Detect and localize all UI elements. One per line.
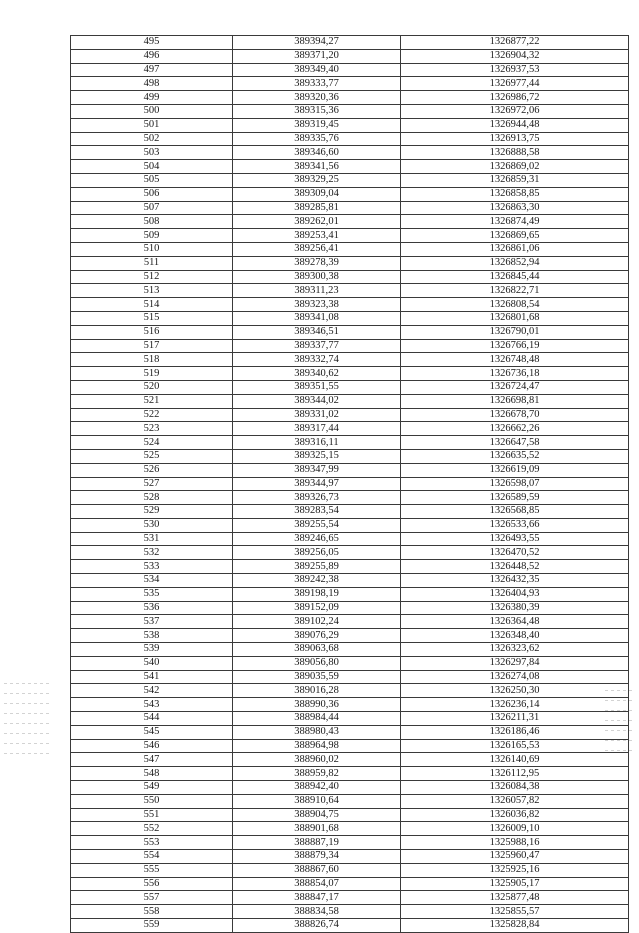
x-coordinate-cell: 389076,29 [233, 629, 401, 643]
table-row [71, 877, 629, 891]
y-coordinate-cell: 1326869,65 [401, 229, 629, 243]
x-coordinate-cell: 388826,74 [233, 919, 401, 933]
point-number-cell: 556 [71, 877, 233, 891]
x-coordinate-cell: 388879,34 [233, 850, 401, 864]
y-coordinate-cell: 1326766,19 [401, 339, 629, 353]
y-coordinate-cell: 1326986,72 [401, 91, 629, 105]
point-number-cell: 543 [71, 698, 233, 712]
table-row [71, 380, 629, 394]
table-row [71, 753, 629, 767]
x-coordinate-cell: 389256,05 [233, 546, 401, 560]
y-coordinate-cell: 1326861,06 [401, 242, 629, 256]
y-coordinate-cell: 1326736,18 [401, 367, 629, 381]
table-row [71, 118, 629, 132]
y-coordinate-cell: 1326748,48 [401, 353, 629, 367]
table-row [71, 325, 629, 339]
point-number-cell: 509 [71, 229, 233, 243]
y-coordinate-cell: 1326863,30 [401, 201, 629, 215]
x-coordinate-cell: 389311,23 [233, 284, 401, 298]
x-coordinate-cell: 389331,02 [233, 408, 401, 422]
point-number-cell: 527 [71, 477, 233, 491]
point-number-cell: 501 [71, 118, 233, 132]
table-row [71, 284, 629, 298]
point-number-cell: 522 [71, 408, 233, 422]
point-number-cell: 544 [71, 712, 233, 726]
point-number-cell: 548 [71, 767, 233, 781]
y-coordinate-cell: 1326448,52 [401, 560, 629, 574]
table-row [71, 422, 629, 436]
x-coordinate-cell: 389256,41 [233, 242, 401, 256]
y-coordinate-cell: 1326568,85 [401, 505, 629, 519]
point-number-cell: 495 [71, 36, 233, 50]
x-coordinate-cell: 389315,36 [233, 104, 401, 118]
x-coordinate-cell: 389063,68 [233, 643, 401, 657]
point-number-cell: 523 [71, 422, 233, 436]
y-coordinate-cell: 1326869,02 [401, 160, 629, 174]
point-number-cell: 552 [71, 822, 233, 836]
table-row [71, 477, 629, 491]
point-number-cell: 526 [71, 463, 233, 477]
y-coordinate-cell: 1326977,44 [401, 77, 629, 91]
x-coordinate-cell: 389333,77 [233, 77, 401, 91]
table-row [71, 49, 629, 63]
x-coordinate-cell: 388887,19 [233, 836, 401, 850]
table-row [71, 215, 629, 229]
point-number-cell: 545 [71, 725, 233, 739]
table-row [71, 146, 629, 160]
table-row [71, 242, 629, 256]
y-coordinate-cell: 1326297,84 [401, 656, 629, 670]
table-row [71, 532, 629, 546]
point-number-cell: 512 [71, 270, 233, 284]
table-row [71, 629, 629, 643]
point-number-cell: 549 [71, 781, 233, 795]
y-coordinate-cell: 1326057,82 [401, 794, 629, 808]
point-number-cell: 518 [71, 353, 233, 367]
table-row [71, 794, 629, 808]
point-number-cell: 517 [71, 339, 233, 353]
y-coordinate-cell: 1326323,62 [401, 643, 629, 657]
y-coordinate-cell: 1326211,31 [401, 712, 629, 726]
table-row [71, 725, 629, 739]
x-coordinate-cell: 389300,38 [233, 270, 401, 284]
x-coordinate-cell: 388960,02 [233, 753, 401, 767]
x-coordinate-cell: 389394,27 [233, 36, 401, 50]
x-coordinate-cell: 389253,41 [233, 229, 401, 243]
table-row [71, 656, 629, 670]
x-coordinate-cell: 389335,76 [233, 132, 401, 146]
y-coordinate-cell: 1326801,68 [401, 311, 629, 325]
table-row [71, 836, 629, 850]
point-number-cell: 508 [71, 215, 233, 229]
table-row [71, 670, 629, 684]
x-coordinate-cell: 389346,60 [233, 146, 401, 160]
x-coordinate-cell: 388980,43 [233, 725, 401, 739]
table-row [71, 201, 629, 215]
y-coordinate-cell: 1325877,48 [401, 891, 629, 905]
table-row [71, 229, 629, 243]
point-number-cell: 559 [71, 919, 233, 933]
x-coordinate-cell: 389262,01 [233, 215, 401, 229]
x-coordinate-cell: 389340,62 [233, 367, 401, 381]
scan-artifact-left [4, 683, 52, 773]
table-row [71, 463, 629, 477]
point-number-cell: 542 [71, 684, 233, 698]
table-row [71, 739, 629, 753]
table-row [71, 891, 629, 905]
table-row [71, 919, 629, 933]
table-row [71, 712, 629, 726]
x-coordinate-cell: 389056,80 [233, 656, 401, 670]
y-coordinate-cell: 1325905,17 [401, 877, 629, 891]
point-number-cell: 553 [71, 836, 233, 850]
table-row [71, 560, 629, 574]
y-coordinate-cell: 1326274,08 [401, 670, 629, 684]
table-row [71, 684, 629, 698]
y-coordinate-cell: 1326009,10 [401, 822, 629, 836]
x-coordinate-cell: 388942,40 [233, 781, 401, 795]
x-coordinate-cell: 389349,40 [233, 63, 401, 77]
point-number-cell: 516 [71, 325, 233, 339]
point-number-cell: 557 [71, 891, 233, 905]
y-coordinate-cell: 1326533,66 [401, 518, 629, 532]
point-number-cell: 513 [71, 284, 233, 298]
x-coordinate-cell: 389278,39 [233, 256, 401, 270]
x-coordinate-cell: 388867,60 [233, 863, 401, 877]
table-row [71, 781, 629, 795]
x-coordinate-cell: 388964,98 [233, 739, 401, 753]
y-coordinate-cell: 1326904,32 [401, 49, 629, 63]
y-coordinate-cell: 1326852,94 [401, 256, 629, 270]
y-coordinate-cell: 1326724,47 [401, 380, 629, 394]
table-row [71, 587, 629, 601]
x-coordinate-cell: 388904,75 [233, 808, 401, 822]
x-coordinate-cell: 389246,65 [233, 532, 401, 546]
y-coordinate-cell: 1325925,16 [401, 863, 629, 877]
point-number-cell: 510 [71, 242, 233, 256]
point-number-cell: 530 [71, 518, 233, 532]
table-row [71, 698, 629, 712]
y-coordinate-cell: 1325960,47 [401, 850, 629, 864]
y-coordinate-cell: 1326112,95 [401, 767, 629, 781]
y-coordinate-cell: 1326165,53 [401, 739, 629, 753]
point-number-cell: 504 [71, 160, 233, 174]
point-number-cell: 551 [71, 808, 233, 822]
table-row [71, 505, 629, 519]
y-coordinate-cell: 1326236,14 [401, 698, 629, 712]
table-row [71, 767, 629, 781]
y-coordinate-cell: 1326913,75 [401, 132, 629, 146]
y-coordinate-cell: 1326937,53 [401, 63, 629, 77]
table-row [71, 863, 629, 877]
y-coordinate-cell: 1326250,30 [401, 684, 629, 698]
point-number-cell: 546 [71, 739, 233, 753]
y-coordinate-cell: 1326364,48 [401, 615, 629, 629]
x-coordinate-cell: 389346,51 [233, 325, 401, 339]
table-row [71, 491, 629, 505]
coordinates-table-body [71, 36, 629, 933]
table-row [71, 850, 629, 864]
point-number-cell: 529 [71, 505, 233, 519]
point-number-cell: 541 [71, 670, 233, 684]
y-coordinate-cell: 1326858,85 [401, 187, 629, 201]
table-row [71, 187, 629, 201]
point-number-cell: 505 [71, 173, 233, 187]
table-row [71, 808, 629, 822]
x-coordinate-cell: 389035,59 [233, 670, 401, 684]
x-coordinate-cell: 389347,99 [233, 463, 401, 477]
y-coordinate-cell: 1326874,49 [401, 215, 629, 229]
point-number-cell: 498 [71, 77, 233, 91]
x-coordinate-cell: 389317,44 [233, 422, 401, 436]
point-number-cell: 500 [71, 104, 233, 118]
y-coordinate-cell: 1326678,70 [401, 408, 629, 422]
point-number-cell: 554 [71, 850, 233, 864]
x-coordinate-cell: 389329,25 [233, 173, 401, 187]
y-coordinate-cell: 1326635,52 [401, 449, 629, 463]
x-coordinate-cell: 389242,38 [233, 574, 401, 588]
point-number-cell: 525 [71, 449, 233, 463]
x-coordinate-cell: 389332,74 [233, 353, 401, 367]
point-number-cell: 519 [71, 367, 233, 381]
y-coordinate-cell: 1326944,48 [401, 118, 629, 132]
table-row [71, 436, 629, 450]
y-coordinate-cell: 1326036,82 [401, 808, 629, 822]
x-coordinate-cell: 388910,64 [233, 794, 401, 808]
table-row [71, 91, 629, 105]
y-coordinate-cell: 1326619,09 [401, 463, 629, 477]
x-coordinate-cell: 389337,77 [233, 339, 401, 353]
point-number-cell: 534 [71, 574, 233, 588]
x-coordinate-cell: 388854,07 [233, 877, 401, 891]
x-coordinate-cell: 388959,82 [233, 767, 401, 781]
point-number-cell: 503 [71, 146, 233, 160]
y-coordinate-cell: 1326598,07 [401, 477, 629, 491]
x-coordinate-cell: 389344,97 [233, 477, 401, 491]
y-coordinate-cell: 1326140,69 [401, 753, 629, 767]
table-row [71, 311, 629, 325]
y-coordinate-cell: 1325828,84 [401, 919, 629, 933]
x-coordinate-cell: 388847,17 [233, 891, 401, 905]
table-row [71, 643, 629, 657]
point-number-cell: 533 [71, 560, 233, 574]
point-number-cell: 536 [71, 601, 233, 615]
table-row [71, 270, 629, 284]
table-row [71, 104, 629, 118]
y-coordinate-cell: 1325855,57 [401, 905, 629, 919]
y-coordinate-cell: 1326662,26 [401, 422, 629, 436]
x-coordinate-cell: 389316,11 [233, 436, 401, 450]
y-coordinate-cell: 1326808,54 [401, 298, 629, 312]
x-coordinate-cell: 388984,44 [233, 712, 401, 726]
point-number-cell: 499 [71, 91, 233, 105]
y-coordinate-cell: 1326589,59 [401, 491, 629, 505]
point-number-cell: 515 [71, 311, 233, 325]
point-number-cell: 531 [71, 532, 233, 546]
table-row [71, 905, 629, 919]
y-coordinate-cell: 1326348,40 [401, 629, 629, 643]
y-coordinate-cell: 1326493,55 [401, 532, 629, 546]
x-coordinate-cell: 388901,68 [233, 822, 401, 836]
point-number-cell: 539 [71, 643, 233, 657]
table-row [71, 822, 629, 836]
y-coordinate-cell: 1325988,16 [401, 836, 629, 850]
y-coordinate-cell: 1326790,01 [401, 325, 629, 339]
table-row [71, 394, 629, 408]
table-row [71, 160, 629, 174]
x-coordinate-cell: 389351,55 [233, 380, 401, 394]
y-coordinate-cell: 1326084,38 [401, 781, 629, 795]
point-number-cell: 521 [71, 394, 233, 408]
point-number-cell: 507 [71, 201, 233, 215]
y-coordinate-cell: 1326822,71 [401, 284, 629, 298]
table-row [71, 546, 629, 560]
x-coordinate-cell: 389152,09 [233, 601, 401, 615]
x-coordinate-cell: 388834,58 [233, 905, 401, 919]
x-coordinate-cell: 388990,36 [233, 698, 401, 712]
point-number-cell: 497 [71, 63, 233, 77]
point-number-cell: 514 [71, 298, 233, 312]
x-coordinate-cell: 389323,38 [233, 298, 401, 312]
coordinates-table [70, 35, 629, 933]
x-coordinate-cell: 389341,56 [233, 160, 401, 174]
x-coordinate-cell: 389283,54 [233, 505, 401, 519]
point-number-cell: 496 [71, 49, 233, 63]
y-coordinate-cell: 1326972,06 [401, 104, 629, 118]
y-coordinate-cell: 1326186,46 [401, 725, 629, 739]
x-coordinate-cell: 389016,28 [233, 684, 401, 698]
point-number-cell: 537 [71, 615, 233, 629]
y-coordinate-cell: 1326698,81 [401, 394, 629, 408]
point-number-cell: 520 [71, 380, 233, 394]
x-coordinate-cell: 389285,81 [233, 201, 401, 215]
point-number-cell: 502 [71, 132, 233, 146]
table-row [71, 256, 629, 270]
table-row [71, 173, 629, 187]
y-coordinate-cell: 1326888,58 [401, 146, 629, 160]
y-coordinate-cell: 1326845,44 [401, 270, 629, 284]
point-number-cell: 535 [71, 587, 233, 601]
table-row [71, 339, 629, 353]
point-number-cell: 547 [71, 753, 233, 767]
y-coordinate-cell: 1326647,58 [401, 436, 629, 450]
table-row [71, 615, 629, 629]
x-coordinate-cell: 389255,89 [233, 560, 401, 574]
table-row [71, 353, 629, 367]
table-row [71, 132, 629, 146]
x-coordinate-cell: 389198,19 [233, 587, 401, 601]
point-number-cell: 528 [71, 491, 233, 505]
x-coordinate-cell: 389309,04 [233, 187, 401, 201]
x-coordinate-cell: 389319,45 [233, 118, 401, 132]
table-row [71, 574, 629, 588]
x-coordinate-cell: 389326,73 [233, 491, 401, 505]
x-coordinate-cell: 389344,02 [233, 394, 401, 408]
table-row [71, 36, 629, 50]
table-row [71, 367, 629, 381]
table-row [71, 298, 629, 312]
point-number-cell: 524 [71, 436, 233, 450]
y-coordinate-cell: 1326404,93 [401, 587, 629, 601]
x-coordinate-cell: 389255,54 [233, 518, 401, 532]
x-coordinate-cell: 389341,08 [233, 311, 401, 325]
x-coordinate-cell: 389102,24 [233, 615, 401, 629]
table-row [71, 518, 629, 532]
point-number-cell: 558 [71, 905, 233, 919]
table-row [71, 601, 629, 615]
point-number-cell: 555 [71, 863, 233, 877]
table-row [71, 77, 629, 91]
y-coordinate-cell: 1326859,31 [401, 173, 629, 187]
point-number-cell: 540 [71, 656, 233, 670]
x-coordinate-cell: 389320,36 [233, 91, 401, 105]
x-coordinate-cell: 389371,20 [233, 49, 401, 63]
y-coordinate-cell: 1326877,22 [401, 36, 629, 50]
table-row [71, 408, 629, 422]
y-coordinate-cell: 1326380,39 [401, 601, 629, 615]
table-row [71, 449, 629, 463]
point-number-cell: 550 [71, 794, 233, 808]
y-coordinate-cell: 1326470,52 [401, 546, 629, 560]
point-number-cell: 532 [71, 546, 233, 560]
point-number-cell: 538 [71, 629, 233, 643]
x-coordinate-cell: 389325,15 [233, 449, 401, 463]
point-number-cell: 511 [71, 256, 233, 270]
y-coordinate-cell: 1326432,35 [401, 574, 629, 588]
table-row [71, 63, 629, 77]
point-number-cell: 506 [71, 187, 233, 201]
